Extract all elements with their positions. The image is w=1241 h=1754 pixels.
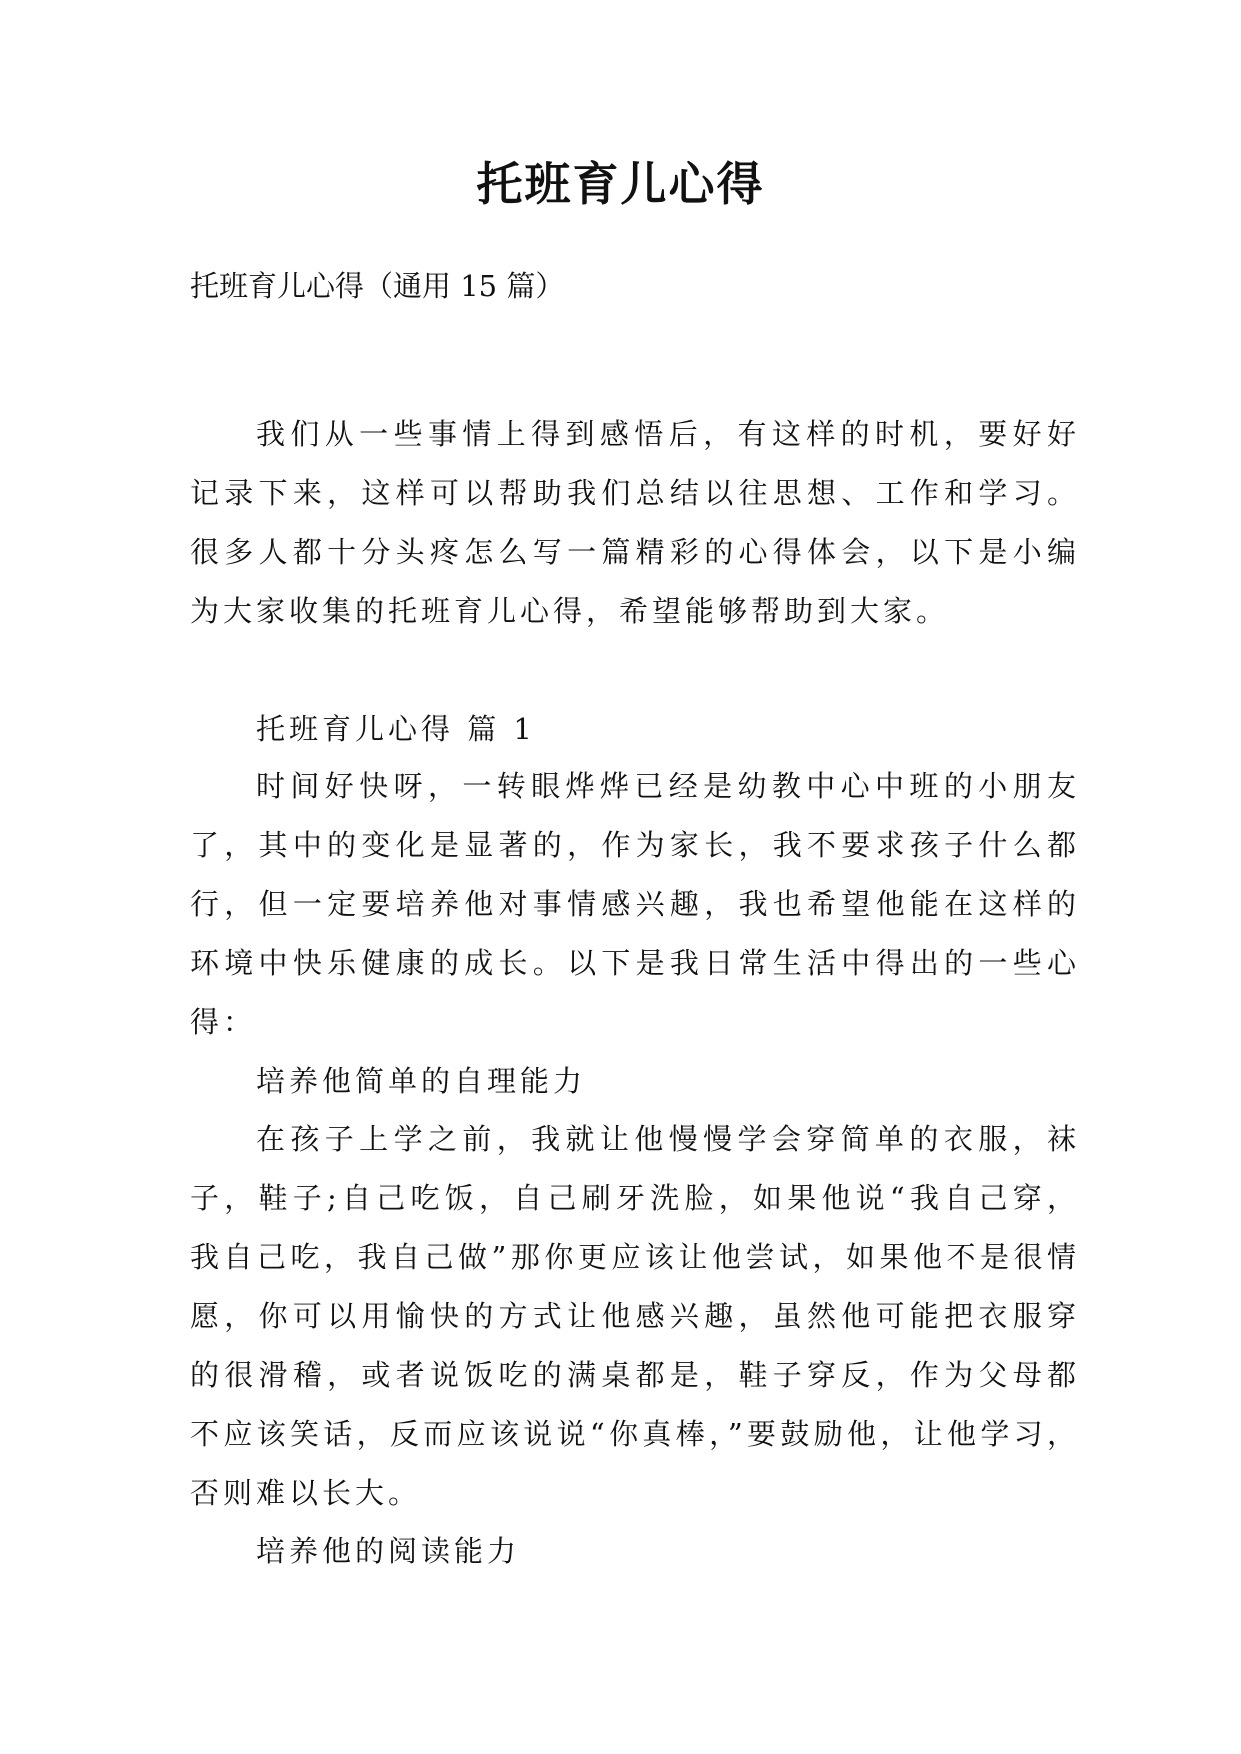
- document-title: 托班育儿心得: [476, 157, 765, 211]
- section-paragraph: 时间好快呀，一转眼烨烨已经是幼教中心中班的小朋友了，其中的变化是显著的，作为家长，我不要求孩子什么都行，但一定要培养他对事情感兴趣，我也希望他能在这样的环境中快乐健康的成长。以下是我日常生活中得出的一些心得：: [190, 769, 1080, 1039]
- document-subtitle: 托班育儿心得（通用 15 篇）: [190, 269, 565, 303]
- subsection-paragraph-self-care: 在孩子上学之前，我就让他慢慢学会穿简单的衣服，袜子，鞋子;自己吃饭，自己刷牙洗脸，如果他说“我自己穿，我自己吃，我自己做”那你更应该让他尝试，如果他不是很情愿，你可以用愉快的方式让他感兴趣，虽然他可能把衣服穿的很滑稽，或者说饭吃的满桌都是，鞋子穿反，作为父母都不应该笑话，反而应该说说“你真棒，”要鼓励他，让他学习，否则难以长大。: [190, 1122, 1080, 1510]
- section-heading: 托班育儿心得 篇 1: [256, 712, 536, 746]
- subsection-heading-reading: 培养他的阅读能力: [256, 1534, 521, 1568]
- subsection-heading-self-care: 培养他简单的自理能力: [256, 1064, 587, 1098]
- intro-paragraph: 我们从一些事情上得到感悟后，有这样的时机，要好好记录下来，这样可以帮助我们总结以往思想、工作和学习。很多人都十分头疼怎么写一篇精彩的心得体会，以下是小编为大家收集的托班育儿心得，希望能够帮助到大家。: [190, 417, 1080, 628]
